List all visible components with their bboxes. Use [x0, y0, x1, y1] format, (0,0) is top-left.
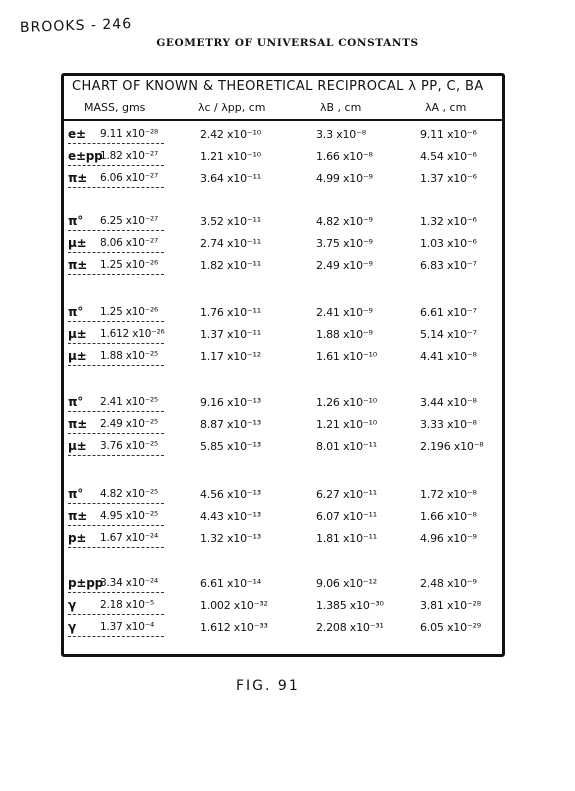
mass-underline — [68, 143, 164, 144]
mass-cell: 1.82 x10⁻²⁷ — [100, 150, 159, 162]
mass-underline — [68, 411, 164, 412]
lambda-c-cell: 9.16 x10⁻¹³ — [200, 396, 261, 409]
lambda-b-cell: 3.3 x10⁻⁸ — [316, 128, 366, 141]
lambda-b-cell: 1.88 x10⁻⁹ — [316, 328, 373, 341]
mass-cell: 1.37 x10⁻⁴ — [100, 621, 155, 633]
lambda-b-cell: 2.208 x10⁻³¹ — [316, 621, 384, 634]
mass-cell: 9.11 x10⁻²⁸ — [100, 128, 159, 140]
lambda-b-cell: 1.81 x10⁻¹¹ — [316, 532, 377, 545]
lambda-a-cell: 6.61 x10⁻⁷ — [420, 306, 477, 319]
mass-cell: 1.25 x10⁻²⁶ — [100, 259, 159, 271]
header-rule — [63, 119, 503, 121]
lambda-a-cell: 1.66 x10⁻⁸ — [420, 510, 477, 523]
mass-cell: 6.06 x10⁻²⁷ — [100, 172, 159, 184]
mass-underline — [68, 614, 164, 615]
lambda-a-cell: 3.33 x10⁻⁸ — [420, 418, 477, 431]
mass-underline — [68, 230, 164, 231]
lambda-b-cell: 6.27 x10⁻¹¹ — [316, 488, 377, 501]
mass-underline — [68, 547, 164, 548]
particle-symbol: e±pp — [68, 149, 103, 163]
mass-cell: 3.76 x10⁻²⁵ — [100, 440, 159, 452]
lambda-c-cell: 1.32 x10⁻¹³ — [200, 532, 261, 545]
mass-cell: 2.18 x10⁻⁵ — [100, 599, 155, 611]
mass-underline — [68, 525, 164, 526]
lambda-c-cell: 1.002 x10⁻³² — [200, 599, 268, 612]
chart-title: CHART OF KNOWN & THEORETICAL RECIPROCAL λ PP, C, BA — [72, 79, 484, 94]
particle-symbol: μ± — [68, 439, 87, 453]
page-id: BROOKS - 246 — [19, 16, 133, 36]
lambda-a-cell: 4.96 x10⁻⁹ — [420, 532, 477, 545]
lambda-b-cell: 3.75 x10⁻⁹ — [316, 237, 373, 250]
mass-cell: 8.06 x10⁻²⁷ — [100, 237, 159, 249]
lambda-c-cell: 5.85 x10⁻¹³ — [200, 440, 261, 453]
lambda-a-cell: 5.14 x10⁻⁷ — [420, 328, 477, 341]
page-title: GEOMETRY OF UNIVERSAL CONSTANTS — [156, 37, 419, 49]
column-header-lambda-b: λB , cm — [320, 101, 362, 114]
lambda-b-cell: 2.49 x10⁻⁹ — [316, 259, 373, 272]
mass-underline — [68, 365, 164, 366]
particle-symbol: γ — [68, 620, 76, 634]
mass-cell: 1.25 x10⁻²⁶ — [100, 306, 159, 318]
particle-symbol: μ± — [68, 349, 87, 363]
column-header-lambda-a: λA , cm — [425, 101, 467, 114]
mass-underline — [68, 636, 164, 637]
lambda-c-cell: 3.52 x10⁻¹¹ — [200, 215, 261, 228]
particle-symbol: π° — [68, 305, 84, 319]
lambda-c-cell: 4.43 x10⁻¹³ — [200, 510, 261, 523]
lambda-a-cell: 1.72 x10⁻⁸ — [420, 488, 477, 501]
lambda-a-cell: 4.41 x10⁻⁸ — [420, 350, 477, 363]
mass-underline — [68, 455, 164, 456]
mass-underline — [68, 274, 164, 275]
lambda-b-cell: 2.41 x10⁻⁹ — [316, 306, 373, 319]
lambda-b-cell: 8.01 x10⁻¹¹ — [316, 440, 377, 453]
lambda-a-cell: 9.11 x10⁻⁶ — [420, 128, 477, 141]
lambda-a-cell: 4.54 x10⁻⁶ — [420, 150, 477, 163]
column-header-lambda-c: λc / λpp, cm — [198, 101, 266, 114]
mass-cell: 4.95 x10⁻²⁵ — [100, 510, 159, 522]
mass-underline — [68, 433, 164, 434]
lambda-a-cell: 6.05 x10⁻²⁹ — [420, 621, 481, 634]
particle-symbol: γ — [68, 598, 76, 612]
particle-symbol: μ± — [68, 236, 87, 250]
figure-caption: FIG. 91 — [236, 678, 300, 694]
particle-symbol: π± — [68, 171, 88, 185]
lambda-c-cell: 1.21 x10⁻¹⁰ — [200, 150, 261, 163]
particle-symbol: μ± — [68, 327, 87, 341]
lambda-c-cell: 3.64 x10⁻¹¹ — [200, 172, 261, 185]
lambda-b-cell: 1.385 x10⁻³⁰ — [316, 599, 384, 612]
mass-underline — [68, 252, 164, 253]
lambda-b-cell: 4.82 x10⁻⁹ — [316, 215, 373, 228]
lambda-b-cell: 1.21 x10⁻¹⁰ — [316, 418, 377, 431]
particle-symbol: π± — [68, 509, 88, 523]
lambda-a-cell: 6.83 x10⁻⁷ — [420, 259, 477, 272]
lambda-a-cell: 2.48 x10⁻⁹ — [420, 577, 477, 590]
particle-symbol: π° — [68, 214, 84, 228]
lambda-c-cell: 1.76 x10⁻¹¹ — [200, 306, 261, 319]
particle-symbol: p± — [68, 531, 87, 545]
lambda-c-cell: 4.56 x10⁻¹³ — [200, 488, 261, 501]
mass-underline — [68, 503, 164, 504]
lambda-a-cell: 1.32 x10⁻⁶ — [420, 215, 477, 228]
lambda-b-cell: 1.66 x10⁻⁸ — [316, 150, 373, 163]
lambda-b-cell: 9.06 x10⁻¹² — [316, 577, 377, 590]
particle-symbol: π° — [68, 487, 84, 501]
mass-cell: 1.88 x10⁻²⁵ — [100, 350, 159, 362]
mass-underline — [68, 187, 164, 188]
lambda-c-cell: 2.42 x10⁻¹⁰ — [200, 128, 261, 141]
mass-underline — [68, 343, 164, 344]
lambda-c-cell: 1.612 x10⁻³³ — [200, 621, 268, 634]
particle-symbol: e± — [68, 127, 86, 141]
lambda-a-cell: 3.44 x10⁻⁸ — [420, 396, 477, 409]
lambda-b-cell: 4.99 x10⁻⁹ — [316, 172, 373, 185]
lambda-c-cell: 1.37 x10⁻¹¹ — [200, 328, 261, 341]
mass-cell: 6.25 x10⁻²⁷ — [100, 215, 159, 227]
lambda-b-cell: 1.26 x10⁻¹⁰ — [316, 396, 377, 409]
mass-cell: 2.49 x10⁻²⁵ — [100, 418, 159, 430]
mass-underline — [68, 592, 164, 593]
lambda-b-cell: 6.07 x10⁻¹¹ — [316, 510, 377, 523]
mass-cell: 1.67 x10⁻²⁴ — [100, 532, 159, 544]
mass-underline — [68, 165, 164, 166]
lambda-c-cell: 8.87 x10⁻¹³ — [200, 418, 261, 431]
column-header-mass: MASS, gms — [84, 101, 146, 114]
lambda-a-cell: 2.196 x10⁻⁸ — [420, 440, 484, 453]
lambda-c-cell: 1.17 x10⁻¹² — [200, 350, 261, 363]
particle-symbol: π± — [68, 417, 88, 431]
mass-underline — [68, 321, 164, 322]
particle-symbol: π° — [68, 395, 84, 409]
mass-cell: 1.612 x10⁻²⁶ — [100, 328, 165, 340]
particle-symbol: p±pp — [68, 576, 104, 590]
mass-cell: 4.82 x10⁻²⁵ — [100, 488, 159, 500]
lambda-c-cell: 1.82 x10⁻¹¹ — [200, 259, 261, 272]
particle-symbol: π± — [68, 258, 88, 272]
lambda-c-cell: 2.74 x10⁻¹¹ — [200, 237, 261, 250]
lambda-c-cell: 6.61 x10⁻¹⁴ — [200, 577, 261, 590]
mass-cell: 2.41 x10⁻²⁵ — [100, 396, 159, 408]
lambda-a-cell: 1.03 x10⁻⁶ — [420, 237, 477, 250]
lambda-a-cell: 1.37 x10⁻⁶ — [420, 172, 477, 185]
lambda-b-cell: 1.61 x10⁻¹⁰ — [316, 350, 377, 363]
mass-cell: 3.34 x10⁻²⁴ — [100, 577, 159, 589]
lambda-a-cell: 3.81 x10⁻²⁸ — [420, 599, 481, 612]
